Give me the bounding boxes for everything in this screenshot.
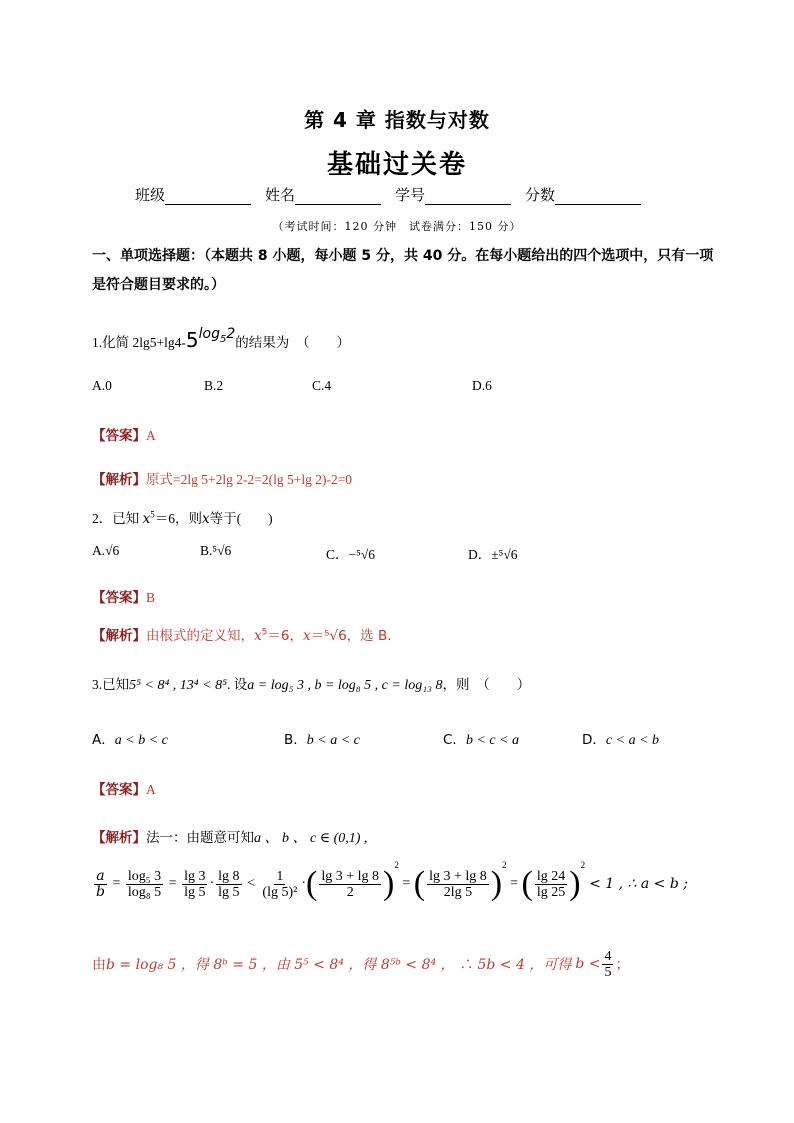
eq-frac-lg8: $\frac{\lg 8}{\lg 5}$ [218, 868, 240, 900]
q2-analysis-a: 由根式的定义知， [146, 628, 254, 644]
field-blank-score[interactable] [555, 190, 641, 205]
q3-analysis-last-line [92, 944, 629, 984]
q2-answer-value: B [146, 590, 156, 605]
q2-stem-a: 2．已知 [92, 511, 143, 526]
q1-analysis-text: 原式=2lg 5+2lg 2-2=2(lg 5+lg 2)-2=0 [146, 472, 353, 487]
q3-stem-b: . 设 [227, 677, 248, 692]
field-blank-class[interactable] [165, 190, 251, 205]
q1-stem-suffix: 的结果为 （ ） [235, 335, 350, 350]
q3-analysis-intro [92, 826, 367, 847]
eq-frac-ab: $\frac{a}{b}$ [96, 867, 105, 900]
q2-option-a[interactable]: A.√6 [92, 543, 120, 558]
q2-option-b[interactable]: B.⁵√6 [200, 543, 232, 558]
eq-frac-logs: $\frac{\text{log₅ 3}}{\text{log₈ 5}}$ [127, 868, 162, 900]
q2-option-c[interactable]: C．−⁵√6 [326, 547, 375, 562]
q3-last-end: ； [615, 958, 630, 973]
q1-exp-sub: 5 [219, 333, 227, 345]
q2-pow: 5 [150, 509, 155, 520]
q1-option-b[interactable]: B.2 [204, 378, 224, 393]
q1-stem-prefix: 1.化简 2lg5+lg4- [92, 335, 186, 350]
q3-option-d-expr: c < a < b [605, 733, 660, 748]
q2-answer-tag: 【答案】 [92, 590, 146, 606]
q2-analysis-pow: 5 [261, 627, 268, 638]
eq-frac-2lg5: $\frac{\lg 3 + \lg 8}{2\lg 5}$ [429, 868, 487, 900]
q1-analysis-tag: 【解析】 [92, 472, 146, 488]
q2-stem-c: 等于( ) [209, 511, 273, 526]
q3-option-b-label: B． [284, 732, 307, 748]
q3-last-b: b = log₈ 5 ，得 8ᵇ = 5 ，由 5⁵ < 8⁴ ，得 8⁵ᵇ < 8⁴ ， ∴ 5b < 4 ，可得 [106, 957, 572, 973]
q3-analysis-a: 法一：由题意可知 [146, 830, 254, 846]
q1-option-d[interactable]: D.6 [472, 378, 492, 393]
question-3-stem [92, 673, 530, 694]
student-info-fields [135, 184, 641, 205]
q3-equation: $\frac{a}{b}$ = $\frac{\text{log₅ 3}}{\text{log₈ 5}}$ = $\frac{\lg 3}{\lg 5}$ · $\frac{\lg 8}{\lg 5}$ < $\frac{1}{\text{(lg 5)²}}$ · ( $\frac{\lg 3 + \lg 8}{2}$ ) $^2$ = ( $\frac{\lg 3 + \lg 8}{2\lg 5}$ ) $^2$ = ( $\frac{\lg 24}{\lg 25}$ ) $^2$ < 1 , ∴ a < b ; [96, 860, 688, 902]
q3-expr-1: 5⁵ < 8⁴ , 13⁴ < 8⁵ [129, 678, 227, 693]
q2-answer [92, 586, 155, 606]
q2-analysis-var-2: x [302, 628, 311, 644]
question-1-stem [92, 325, 350, 352]
q1-answer-tag: 【答案】 [92, 428, 146, 444]
q3-expr-2: a = log₅ 3 , b = log₈ 5 , c = log₁₃ 8 [247, 678, 443, 693]
q2-analysis-c: ＝⁵√6，选 B. [310, 628, 392, 644]
q2-analysis-b: ＝6， [267, 628, 303, 644]
q1-option-a[interactable]: A.0 [92, 378, 112, 393]
q2-analysis [92, 624, 392, 644]
q1-power-base: 5 [185, 328, 199, 352]
eq-frac-avg: $\frac{\lg 3 + \lg 8}{2}$ [321, 868, 380, 900]
field-label-id: 学号 [395, 186, 426, 204]
q3-option-b[interactable] [284, 728, 360, 749]
q3-option-a-expr: a < b < c [114, 733, 168, 748]
exam-title: 基础过关卷 [326, 150, 467, 180]
q3-option-b-expr: b < a < c [306, 733, 360, 748]
q3-answer [92, 778, 156, 798]
field-blank-id[interactable] [425, 190, 511, 205]
q3-last-a: 由 [92, 957, 106, 973]
q1-exp-arg: 2 [226, 325, 236, 342]
q3-option-c-label: C． [443, 732, 466, 748]
q3-stem-c: ，则 （ ） [442, 677, 531, 692]
q1-exp-log: log [198, 325, 220, 342]
q3-last-c: b < [575, 956, 601, 972]
eq-frac-inv: $\frac{1}{\text{(lg 5)²}}$ [262, 868, 298, 900]
q3-analysis-vars: a 、 b 、 c ∈ (0,1) , [254, 831, 368, 846]
chapter-title: 第 4 章 指数与对数 [304, 108, 490, 132]
q3-answer-value: A [146, 782, 156, 797]
q2-var-2: x [202, 511, 210, 527]
field-label-score: 分数 [525, 186, 556, 204]
q3-option-c-expr: b < c < a [465, 733, 520, 748]
q2-option-d[interactable]: D．±⁵√6 [468, 547, 518, 562]
q1-answer-value: A [146, 428, 156, 443]
q3-option-a-label: A． [92, 732, 115, 748]
q2-analysis-var: x [254, 628, 262, 644]
q1-analysis [92, 468, 352, 488]
q3-option-c[interactable] [443, 728, 519, 749]
section-heading-line2: 是符合题目要求的。） [92, 277, 225, 293]
eq-frac-lg3: $\frac{\lg 3}{\lg 5}$ [184, 868, 206, 900]
q3-answer-tag: 【答案】 [92, 782, 146, 798]
q2-stem-b: ＝6，则 [154, 511, 202, 526]
field-label-name: 姓名 [265, 186, 296, 204]
q1-answer [92, 424, 156, 444]
q2-analysis-tag: 【解析】 [92, 628, 146, 644]
q3-analysis-tag: 【解析】 [92, 830, 146, 846]
q3-last-frac: $\frac{4}{5}$ [604, 948, 612, 980]
eq-tail: < 1 , ∴ a < b ; [589, 876, 688, 892]
q3-option-d[interactable] [582, 728, 659, 749]
question-2-stem [92, 507, 273, 527]
field-blank-name[interactable] [295, 190, 381, 205]
exam-note: （考试时间：120 分钟 试卷满分：150 分） [272, 220, 522, 233]
q3-option-d-label: D． [582, 732, 606, 748]
q1-option-c[interactable]: C.4 [312, 378, 332, 393]
q2-var: x [142, 511, 151, 527]
field-label-class: 班级 [135, 186, 166, 204]
q3-option-a[interactable] [92, 728, 168, 749]
eq-frac-lg24: $\frac{\lg 24}{\lg 25}$ [536, 868, 566, 900]
q3-stem-a: 3.已知 [92, 677, 130, 692]
section-heading-line1: 一、单项选择题：（本题共 8 小题，每小题 5 分，共 40 分。在每小题给出的四个选项中，只有一项 [92, 248, 714, 264]
